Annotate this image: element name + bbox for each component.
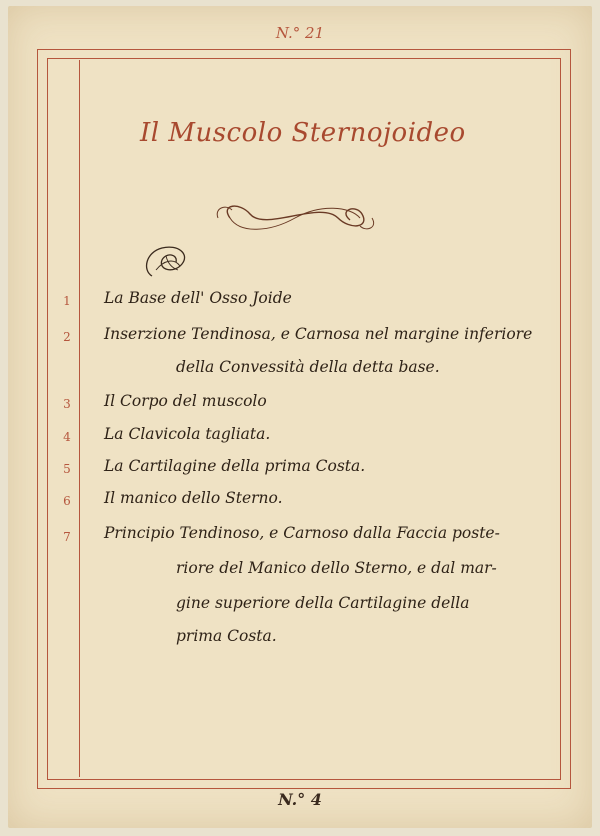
item-text-line: prima Costa. (176, 627, 277, 645)
item-text-line: riore del Manico dello Sterno, e dal mar- (176, 559, 497, 577)
item-text-line: Il manico dello Sterno. (104, 489, 283, 507)
initial-letter-flourish-icon (138, 240, 194, 282)
item-text-line: Il Corpo del muscolo (104, 392, 267, 410)
margin-rule (79, 60, 80, 777)
item-number: 4 (63, 430, 71, 444)
page-title: Il Muscolo Sternojoideo (140, 118, 466, 148)
item-text-line: gine superiore della Cartilagine della (176, 594, 470, 612)
item-number: 5 (63, 462, 71, 476)
page-number-top: N.° 21 (275, 24, 325, 42)
item-text-line: della Convessità della detta base. (176, 358, 440, 376)
item-number: 7 (63, 530, 71, 544)
item-text-line: Inserzione Tendinosa, e Carnosa nel margine inferiore (104, 325, 533, 343)
item-number: 1 (63, 294, 71, 308)
item-number: 2 (63, 330, 71, 344)
item-text-line: La Clavicola tagliata. (104, 425, 271, 443)
inner-frame-rule (47, 58, 561, 780)
item-text-line: Principio Tendinoso, e Carnoso dalla Faccia poste- (104, 524, 500, 542)
item-text-line: La Cartilagine della prima Costa. (104, 457, 366, 475)
page-number-bottom: N.° 4 (278, 790, 322, 809)
item-text-line: La Base dell' Osso Joide (104, 289, 292, 307)
item-number: 6 (63, 494, 71, 508)
calligraphic-flourish-icon (210, 196, 380, 240)
item-number: 3 (63, 397, 71, 411)
